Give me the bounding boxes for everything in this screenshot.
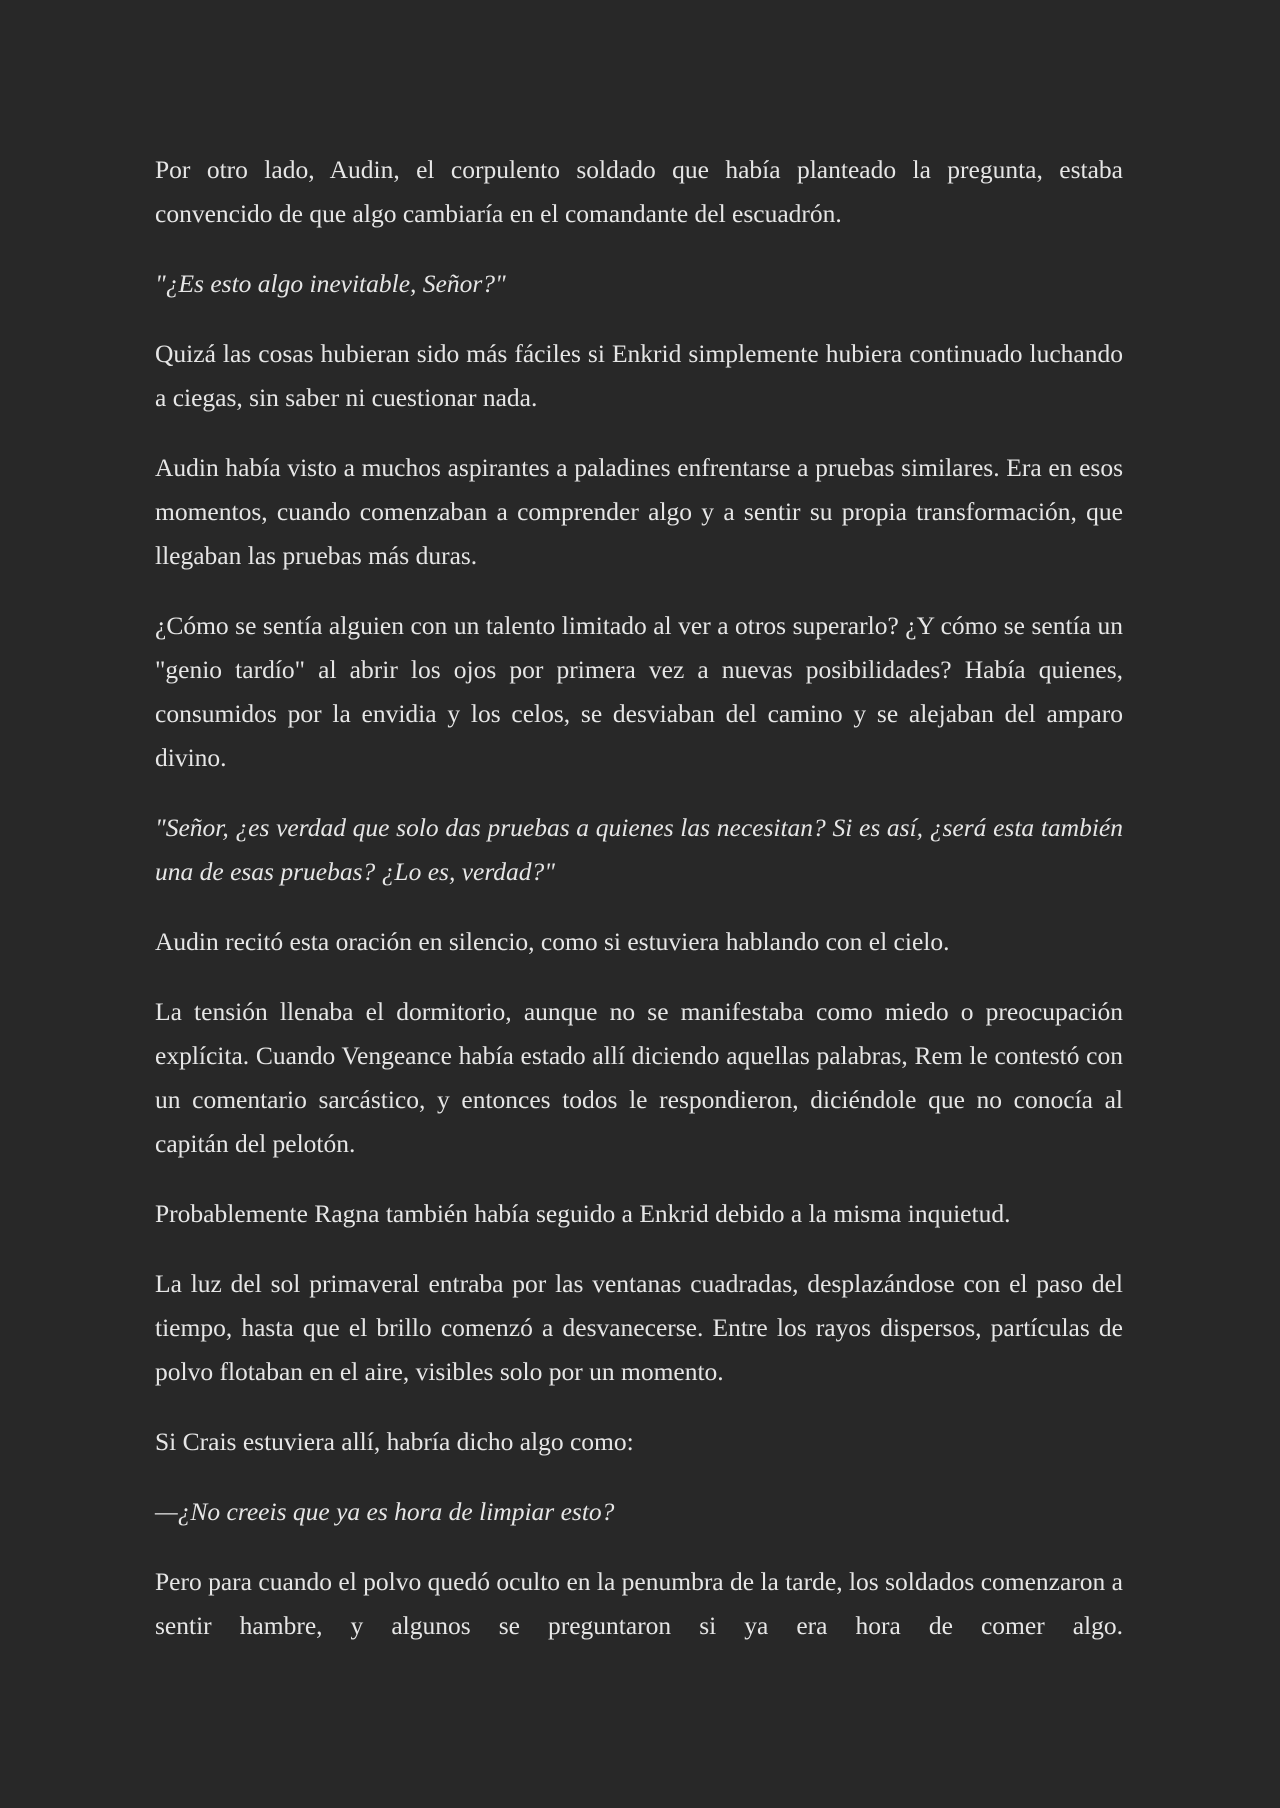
paragraph-4: Audin había visto a muchos aspirantes a paladines enfrentarse a pruebas similares. Era en esos momentos, cuando comenzaban a comprender algo y a sentir su propia transformación, que llegaban las pruebas más duras. xyxy=(155,453,1123,570)
paragraph-1: Por otro lado, Audin, el corpulento soldado que había planteado la pregunta, estaba convencido de que algo cambiaría en el comandante del escuadrón. xyxy=(155,155,1123,228)
paragraph-8: La tensión llenaba el dormitorio, aunque no se manifestaba como miedo o preocupación explícita. Cuando Vengeance había estado allí diciendo aquellas palabras, Rem le contestó con un comentario sarcástico, y entonces todos le respondieron, diciéndole que no conocía al capitán del pelotón. xyxy=(155,997,1123,1158)
paragraph-7: Audin recitó esta oración en silencio, como si estuviera hablando con el cielo. xyxy=(155,927,950,956)
paragraph-10: La luz del sol primaveral entraba por las ventanas cuadradas, desplazándose con el paso del tiempo, hasta que el brillo comenzó a desvanecerse. Entre los rayos dispersos, partículas de polvo flotaban en el aire, visibles solo por un momento. xyxy=(155,1269,1123,1386)
paragraph-2-dialogue: "¿Es esto algo inevitable, Señor?" xyxy=(155,269,506,298)
paragraph-6-prayer: "Señor, ¿es verdad que solo das pruebas a quienes las necesitan? Si es así, ¿será esta también una de esas pruebas? ¿Lo es, verdad?" xyxy=(155,813,1123,886)
paragraph-11: Si Crais estuviera allí, habría dicho algo como: xyxy=(155,1427,634,1456)
document-body xyxy=(155,148,1123,1648)
paragraph-9: Probablemente Ragna también había seguido a Enkrid debido a la misma inquietud. xyxy=(155,1199,1011,1228)
paragraph-5: ¿Cómo se sentía alguien con un talento limitado al ver a otros superarlo? ¿Y cómo se sentía un "genio tardío" al abrir los ojos por primera vez a nuevas posibilidades? Había quienes, consumidos por la envidia y los celos, se desviaban del camino y se alejaban del amparo divino. xyxy=(155,611,1123,772)
paragraph-13: Pero para cuando el polvo quedó oculto en la penumbra de la tarde, los soldados comenzaron a sentir hambre, y algunos se preguntaron si ya era hora de comer algo. xyxy=(155,1567,1123,1640)
paragraph-3: Quizá las cosas hubieran sido más fáciles si Enkrid simplemente hubiera continuado luchando a ciegas, sin saber ni cuestionar nada. xyxy=(155,339,1123,412)
paragraph-12-dialogue: —¿No creeis que ya es hora de limpiar esto? xyxy=(155,1497,615,1526)
